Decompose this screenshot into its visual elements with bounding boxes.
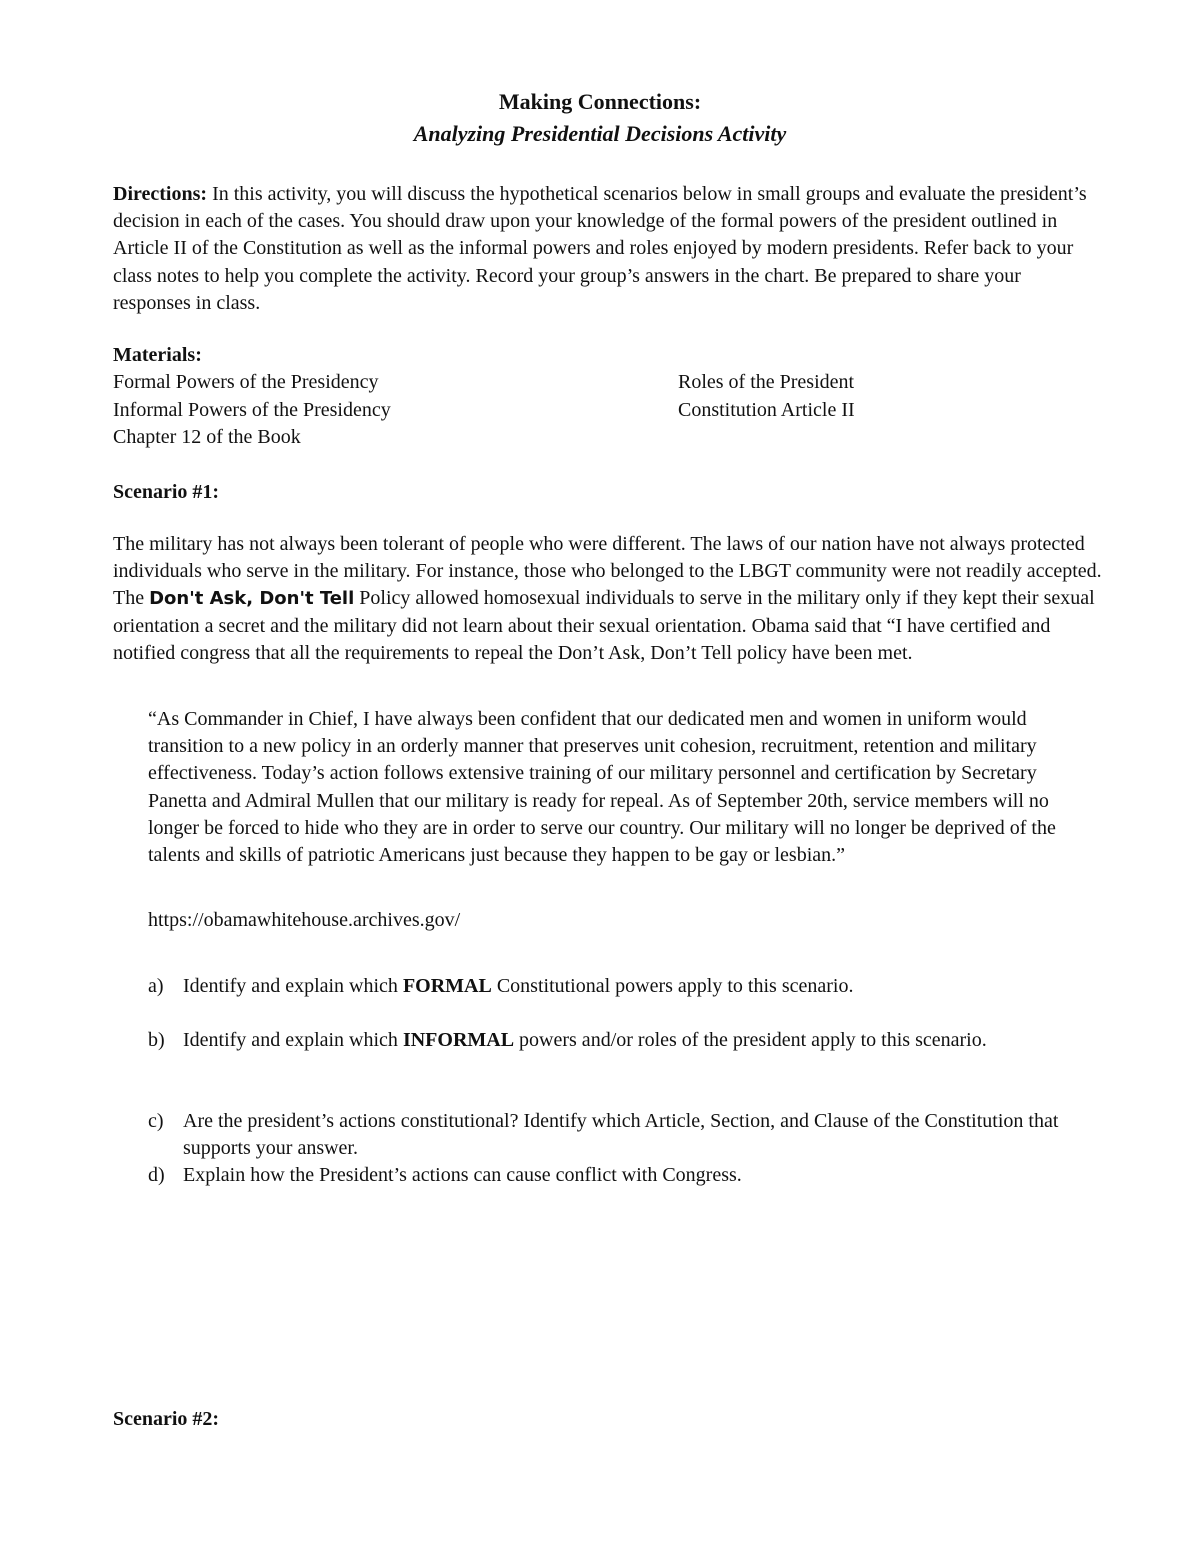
question-text [183,973,1088,1000]
material-item: Informal Powers of the Presidency [113,399,391,421]
scenario-1-text-before: The military has not always been tolerant of people who were different. The laws of our nation have not always protected individuals who serve in the military. For instance, those who belonged to the LBGT community were not readily accepted. The [113,533,1102,610]
question-text-before: Are the president’s actions constitutional? Identify which Article, Section, and Clause of the Constitution that supports your answer. [183,1110,1059,1160]
question-text-after: powers and/or roles of the president apply to this scenario. [514,1029,987,1051]
title-line-1: Making Connections: [498,89,702,114]
materials-heading: Materials: [113,344,202,366]
directions-text: In this activity, you will discuss the hypothetical scenarios below in small groups and evaluate the president’s decision in each of the cases. You should draw upon your knowledge of the formal powers of the president outlined in Article II of the Constitution as well as the informal powers and roles enjoyed by modern presidents. Refer back to your class notes to help you complete the activity. Record your group’s answers in the chart. Be prepared to share your responses in class. [113,183,1087,314]
question-emphasis: INFORMAL [402,1029,515,1051]
question-text-before: Explain how the President’s actions can cause conflict with Congress. [183,1164,742,1186]
question-text [183,1108,1088,1162]
material-item: Formal Powers of the Presidency [113,371,379,393]
question-letter: a) [148,975,164,997]
question-text-before: Identify and explain which [183,975,403,997]
obama-quote: “As Commander in Chief, I have always been confident that our dedicated men and women in uniform would transition to a new policy in an orderly manner that preserves unit cohesion, recruitment, retention and military effectiveness. Today’s action follows extensive training of our military personnel and certification by Secretary Panetta and Admiral Mullen that our military is ready for repeal. As of September 20th, service members will no longer be forced to hide who they are in order to serve our country. Our military will no longer be deprived of the talents and skills of patriotic Americans just because they happen to be gay or lesbian.” [148,708,1056,867]
directions-label: Directions: [113,183,208,205]
question-letter: b) [148,1029,165,1051]
policy-name: Don't Ask, Don't Tell [149,588,355,610]
material-item: Constitution Article II [678,399,855,421]
question-emphasis: FORMAL [402,975,492,997]
directions-paragraph [113,181,1103,317]
material-item: Chapter 12 of the Book [113,426,301,448]
question-text-after: Constitutional powers apply to this scenario. [491,975,854,997]
scenario-1-text [113,531,1103,667]
question-text-before: Identify and explain which [183,1029,403,1051]
question-text [183,1027,1088,1054]
source-url: https://obamawhitehouse.archives.gov/ [148,909,461,931]
question-letter: c) [148,1110,164,1132]
scenario-1-text-after: Policy allowed homosexual individuals to serve in the military only if they kept their sexual orientation a secret and the military did not learn about their sexual orientation. Obama said that “I have certified and notified congress that all the requirements to repeal the Don’t Ask, Don’t Tell policy have been met. [113,587,1095,664]
title-line-2: Analyzing Presidential Decisions Activity [413,121,787,146]
scenario-2-heading: Scenario #2: [113,1408,220,1430]
material-item: Roles of the President [678,371,855,393]
question-text [183,1162,1088,1189]
question-letter: d) [148,1164,165,1186]
scenario-1-heading: Scenario #1: [113,481,220,503]
